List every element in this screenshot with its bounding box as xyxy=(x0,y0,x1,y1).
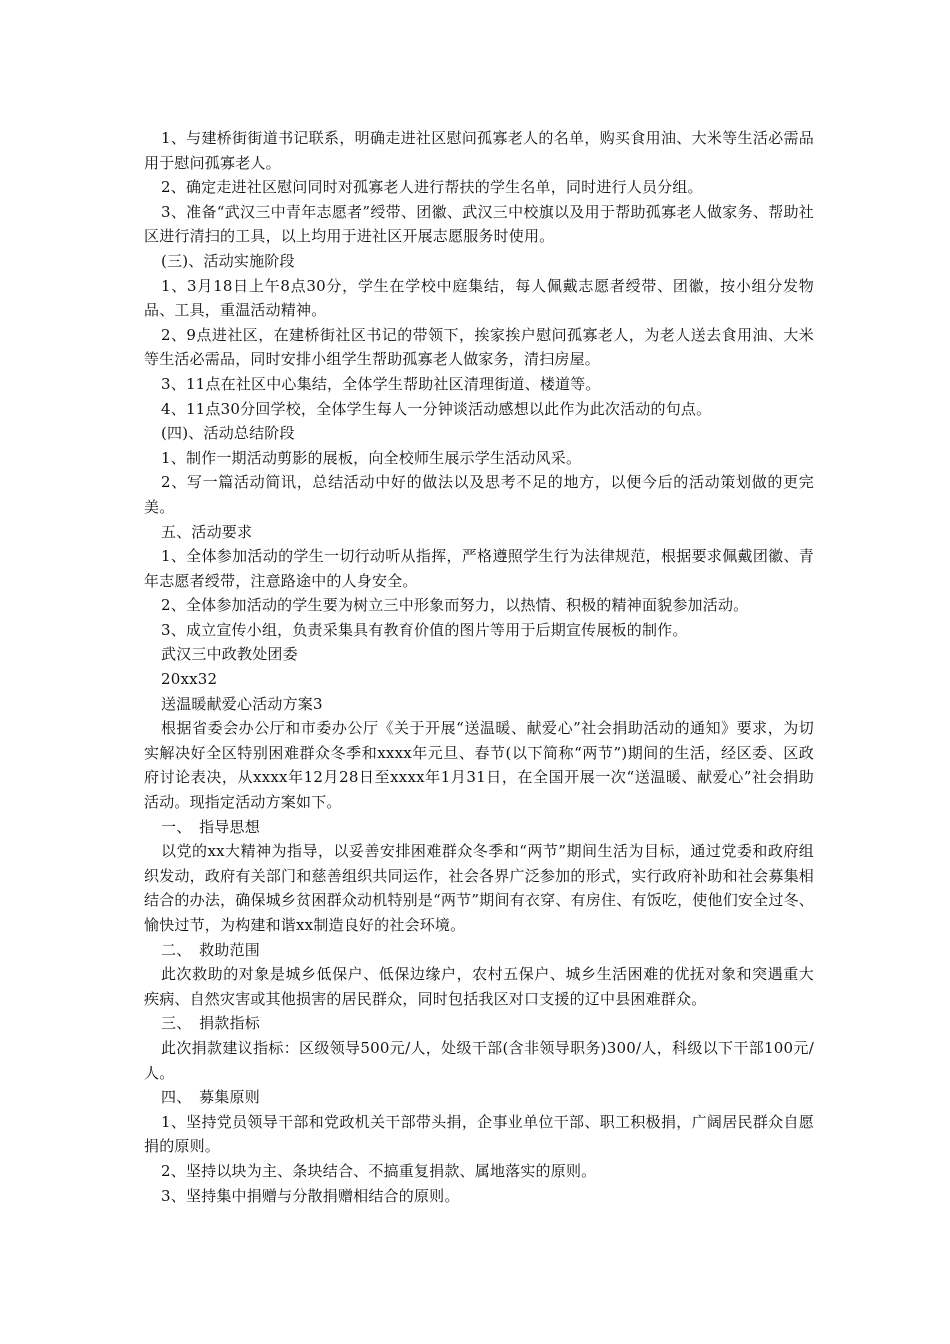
document-title: 送温暖献爱心活动方案3 xyxy=(161,694,323,713)
paragraph: 3、坚持集中捐赠与分散捐赠相结合的原则。 xyxy=(161,1186,460,1205)
document-body xyxy=(144,126,814,1208)
paragraph: 以党的xx大精神为指导，以妥善安排困难群众冬季和“两节”期间生活为目标，通过党委和政府组织发动，政府有关部门和慈善组织共同运作，社会各界广泛参加的形式，实行政府补助和社会募集相结合的办法，确保城乡贫困群众动机特别是“两节”期间有衣穿、有房住、有饭吃，使他们安全过冬、愉快过节，为构建和谐xx制造良好的社会环境。 xyxy=(144,842,814,934)
signature-org: 武汉三中政教处团委 xyxy=(161,645,298,664)
paragraph: 3、11点在社区中心集结，全体学生帮助社区清理街道、楼道等。 xyxy=(161,374,601,393)
paragraph: 3、成立宣传小组，负责采集具有教育价值的图片等用于后期宣传展板的制作。 xyxy=(161,620,688,639)
paragraph: 2、写一篇活动简讯，总结活动中好的做法以及思考不足的地方，以便今后的活动策划做的更完美。 xyxy=(144,473,814,516)
paragraph: 1、3月18日上午8点30分，学生在学校中庭集结，每人佩戴志愿者绶带、团徽，按小组分发物品、工具，重温活动精神。 xyxy=(144,276,814,320)
section-heading: 五、活动要求 xyxy=(161,522,253,541)
paragraph: 3、准备“武汉三中青年志愿者”绶带、团徽、武汉三中校旗以及用于帮助孤寡老人做家务、帮助社区进行清扫的工具，以上均用于进社区开展志愿服务时使用。 xyxy=(144,202,814,246)
section-heading: (三)、活动实施阶段 xyxy=(161,251,295,270)
section-heading: 三、 捐款指标 xyxy=(161,1014,260,1033)
signature-date: 20xx32 xyxy=(161,670,218,689)
paragraph: 4、11点30分回学校，全体学生每人一分钟谈活动感想以此作为此次活动的句点。 xyxy=(161,399,712,418)
paragraph: 2、9点进社区，在建桥街社区书记的带领下，挨家挨户慰问孤寡老人，为老人送去食用油、大米等生活必需品，同时安排小组学生帮助孤寡老人做家务，清扫房屋。 xyxy=(144,325,814,369)
paragraph: 2、坚持以块为主、条块结合、不搞重复捐款、属地落实的原则。 xyxy=(161,1161,597,1180)
paragraph: 1、与建桥街街道书记联系，明确走进社区慰问孤寡老人的名单，购买食用油、大米等生活必需品用于慰问孤寡老人。 xyxy=(144,129,814,172)
section-heading: 四、 募集原则 xyxy=(161,1088,260,1107)
section-heading: 二、 救助范围 xyxy=(161,940,260,959)
paragraph: 1、全体参加活动的学生一切行动听从指挥，严格遵照学生行为法律规范，根据要求佩戴团徽、青年志愿者绶带，注意路途中的人身安全。 xyxy=(144,547,814,590)
paragraph: 2、确定走进社区慰问同时对孤寡老人进行帮扶的学生名单，同时进行人员分组。 xyxy=(161,178,703,197)
section-heading: (四)、活动总结阶段 xyxy=(161,424,295,443)
paragraph: 2、全体参加活动的学生要为树立三中形象而努力，以热情、积极的精神面貌参加活动。 xyxy=(161,596,749,615)
paragraph: 1、坚持党员领导干部和党政机关干部带头捐，企事业单位干部、职工积极捐，广阔居民群众自愿捐的原则。 xyxy=(144,1112,814,1156)
paragraph: 此次捐款建议指标：区级领导500元/人，处级干部(含非领导职务)300/人，科级以下干部100元/人。 xyxy=(144,1038,814,1082)
paragraph: 此次救助的对象是城乡低保户、低保边缘户，农村五保户、城乡生活困难的优抚对象和突遇重大疾病、自然灾害或其他损害的居民群众，同时包括我区对口支援的辽中县困难群众。 xyxy=(144,965,814,1008)
paragraph: 1、制作一期活动剪影的展板，向全校师生展示学生活动风采。 xyxy=(161,448,582,467)
paragraph: 根据省委会办公厅和市委办公厅《关于开展“送温暖、献爱心”社会捐助活动的通知》要求，为切实解决好全区特别困难群众冬季和xxxx年元旦、春节(以下简称“两节”)期间的生活，经区委、区政府讨论表决，从xxxx年12月28日至xxxx年1月31日，在全国开展一次“送温暖、献爱心”社会捐助活动。现指定活动方案如下。 xyxy=(144,719,814,812)
section-heading: 一、 指导思想 xyxy=(161,817,260,836)
